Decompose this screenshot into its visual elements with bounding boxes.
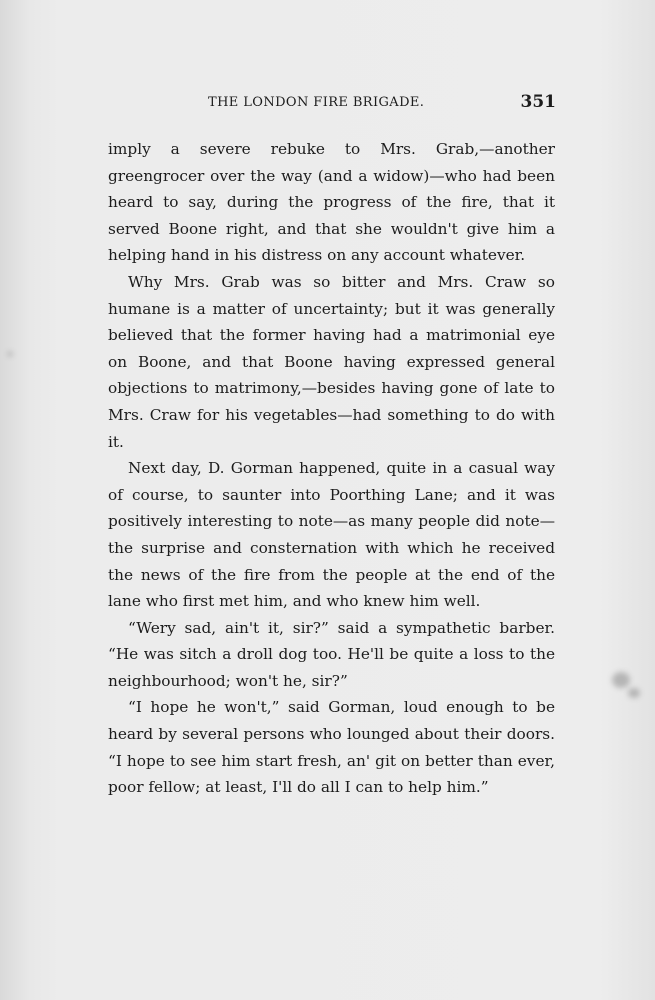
paragraph-4: “Wery sad, ain't it, sir?” said a sympathetic barber. “He was sitch a droll dog too. He'll be quite a loss to the neighbourhood; won't he, sir?” [108, 618, 555, 690]
ink-blot [8, 352, 12, 356]
ink-blot [628, 688, 640, 698]
paragraph-1: imply a severe rebuke to Mrs. Grab,—another greengrocer over the way (and a widow)—who had been heard to say, during the progress of the fire, that it served Boone right, and that she wouldn't give him a helping hand in his distress on any account whatever. [108, 140, 555, 265]
body-text [108, 136, 555, 801]
running-head: THE LONDON FIRE BRIGADE. [208, 95, 425, 110]
paragraph-5: “I hope he won't,” said Gorman, loud enough to be heard by several persons who lounged about their doors. “I hope to see him start fresh, an' git on better than ever, poor fellow; at least, I'll do all I can to help him.” [108, 698, 555, 797]
paragraph-3: Next day, D. Gorman happened, quite in a casual way of course, to saunter into Poorthing Lane; and it was positively interesting to note—as many people did note—the surprise and consternation with which he received the news of the fire from the people at the end of the lane who first met him, and who knew him well. [108, 459, 555, 611]
page-number: 351 [520, 92, 556, 112]
page-header [108, 92, 556, 116]
paragraph-2: Why Mrs. Grab was so bitter and Mrs. Craw so humane is a matter of uncertainty; but it was generally believed that the former having had a matrimonial eye on Boone, and that Boone having expressed general objections to matrimony,—besides having gone of late to Mrs. Craw for his vegetables—had something to do with it. [108, 272, 555, 451]
ink-blot [612, 672, 630, 688]
